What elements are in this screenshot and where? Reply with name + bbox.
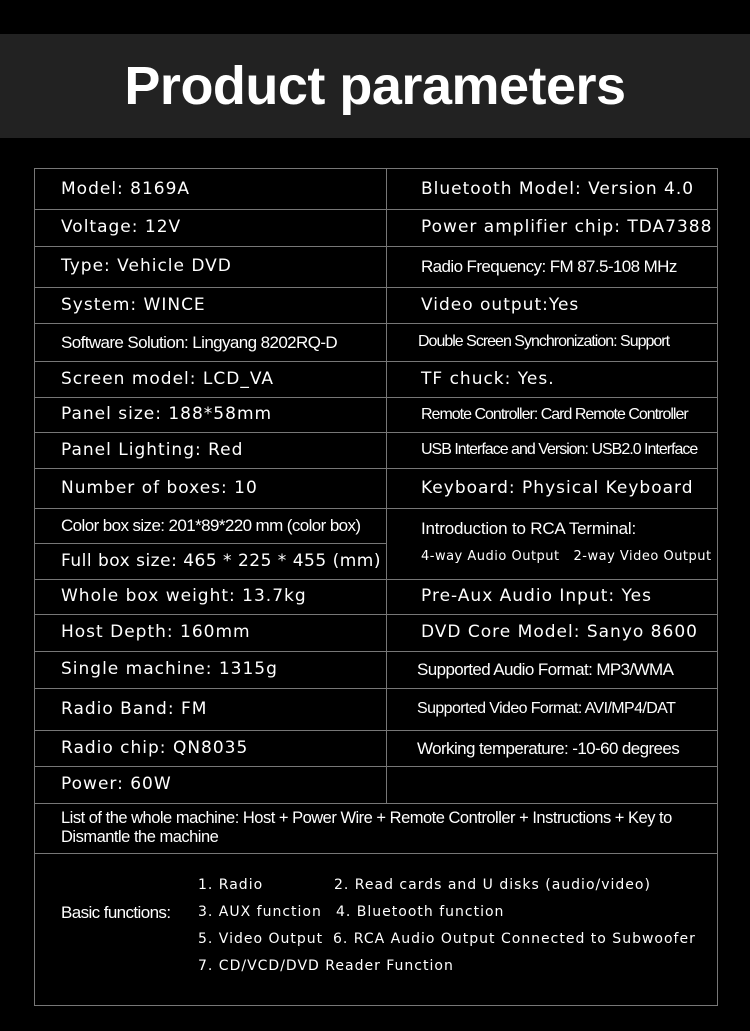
param-double-screen-sync: Double Screen Synchronization: Support: [418, 333, 670, 350]
page-title: Product parameters: [124, 56, 626, 116]
param-single-machine: Single machine: 1315g: [61, 659, 278, 679]
param-tf-chuck: TF chuck: Yes.: [421, 368, 555, 389]
basic-function-item: 6. RCA Audio Output Connected to Subwoofer: [333, 931, 696, 947]
param-whole-box-weight: Whole box weight: 13.7kg: [61, 586, 307, 606]
param-dvd-core-model: DVD Core Model: Sanyo 8600: [421, 622, 698, 642]
title-banner: [0, 34, 750, 138]
param-radio-chip: Radio chip: QN8035: [61, 737, 249, 758]
basic-function-item: 5. Video Output: [198, 931, 324, 947]
param-remote-controller: Remote Controller: Card Remote Controller: [421, 405, 688, 423]
param-software-solution: Software Solution: Lingyang 8202RQ-D: [61, 332, 338, 352]
machine-list: List of the whole machine: Host + Power Wire + Remote Controller + Instructions + Key to Dismantle the machine: [61, 809, 672, 846]
param-bluetooth-model: Bluetooth Model: Version 4.0: [421, 178, 695, 199]
param-pre-aux-input: Pre-Aux Audio Input: Yes: [421, 586, 652, 606]
param-full-box-size: Full box size: 465 * 225 * 455 (mm): [61, 550, 381, 571]
param-color-box-size: Color box size: 201*89*220 mm (color box): [61, 516, 361, 535]
param-video-format: Supported Video Format: AVI/MP4/DAT: [417, 700, 676, 717]
basic-function-item: 2. Read cards and U disks (audio/video): [334, 877, 651, 893]
param-radio-band: Radio Band: FM: [61, 698, 208, 719]
param-power-amplifier-chip: Power amplifier chip: TDA7388: [421, 217, 713, 237]
param-system: System: WINCE: [61, 294, 206, 315]
param-host-depth: Host Depth: 160mm: [61, 622, 251, 642]
parameters-table: [34, 168, 718, 1006]
param-keyboard: Keyboard: Physical Keyboard: [421, 477, 694, 498]
param-number-of-boxes: Number of boxes: 10: [61, 477, 258, 498]
param-usb-interface: USB Interface and Version: USB2.0 Interface: [421, 441, 698, 458]
rca-terminal-detail: 4-way Audio Output 2-way Video Output: [421, 549, 712, 564]
param-panel-size: Panel size: 188*58mm: [61, 404, 273, 424]
basic-function-item: 1. Radio: [198, 877, 264, 893]
column-divider: [386, 169, 387, 803]
rca-terminal-title: Introduction to RCA Terminal:: [421, 519, 636, 538]
param-panel-lighting: Panel Lighting: Red: [61, 439, 244, 460]
basic-function-item: 4. Bluetooth function: [336, 904, 505, 920]
param-screen-model: Screen model: LCD_VA: [61, 368, 275, 389]
row-divider: [35, 803, 717, 804]
basic-function-item: 3. AUX function: [198, 904, 322, 920]
param-audio-format: Supported Audio Format: MP3/WMA: [417, 660, 674, 679]
param-voltage: Voltage: 12V: [61, 217, 182, 237]
param-power: Power: 60W: [61, 774, 172, 794]
param-type: Type: Vehicle DVD: [61, 256, 232, 276]
param-radio-frequency: Radio Frequency: FM 87.5-108 MHz: [421, 257, 677, 276]
param-video-output: Video output:Yes: [421, 294, 580, 315]
param-model: Model: 8169A: [61, 178, 191, 199]
basic-function-item: 7. CD/VCD/DVD Reader Function: [198, 958, 454, 974]
basic-functions-label: Basic functions:: [61, 903, 171, 922]
param-working-temperature: Working temperature: -10-60 degrees: [417, 738, 680, 758]
row-divider: [35, 853, 717, 854]
